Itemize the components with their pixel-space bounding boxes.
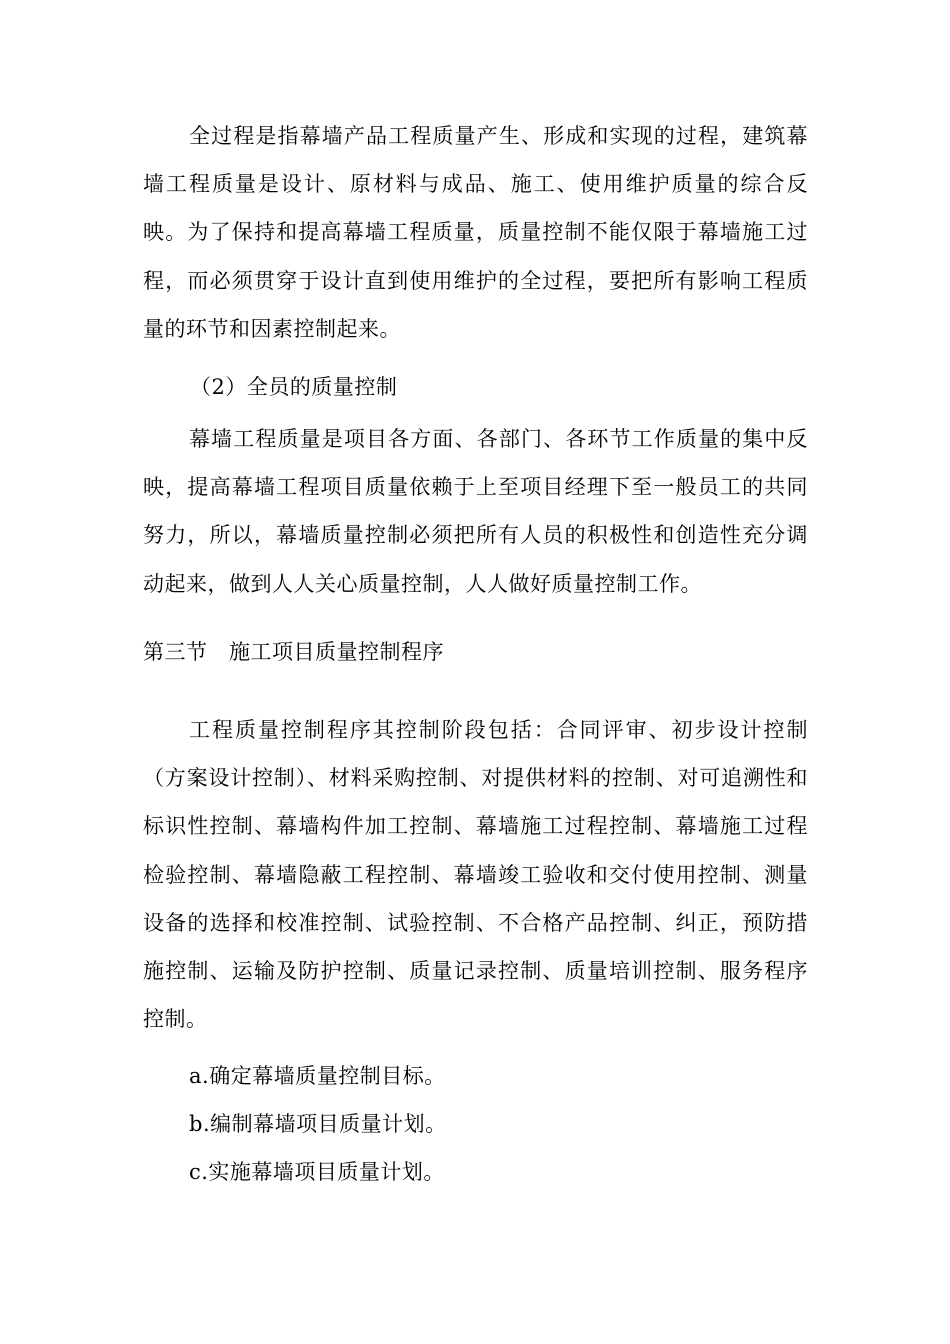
section-title: 第三节 施工项目质量控制程序 [143, 640, 444, 664]
paragraph-all-staff: 幕墙工程质量是项目各方面、各部门、各环节工作质量的集中反映，提高幕墙工程项目质量依赖于上至项目经理下至一般员工的共同努力，所以，幕墙质量控制必须把所有人员的积极性和创造性充分调动起来，做到人人关心质量控制，人人做好质量控制工作。 [143, 427, 808, 596]
list-item: c.实施幕墙项目质量计划。 [189, 1160, 445, 1184]
list-item: b.编制幕墙项目质量计划。 [189, 1112, 447, 1136]
paragraph-full-process: 全过程是指幕墙产品工程质量产生、形成和实现的过程，建筑幕墙工程质量是设计、原材料与成品、施工、使用维护质量的综合反映。为了保持和提高幕墙工程质量，质量控制不能仅限于幕墙施工过程，而必须贯穿于设计直到使用维护的全过程，要把所有影响工程质量的环节和因素控制起来。 [143, 124, 808, 341]
paragraph-control-procedure: 工程质量控制程序其控制阶段包括：合同评审、初步设计控制（方案设计控制）、材料采购控制、对提供材料的控制、对可追溯性和标识性控制、幕墙构件加工控制、幕墙施工过程控制、幕墙施工过程检验控制、幕墙隐蔽工程控制、幕墙竣工验收和交付使用控制、测量设备的选择和校准控制、试验控制、不合格产品控制、纠正，预防措施控制、运输及防护控制、质量记录控制、质量培训控制、服务程序控制。 [143, 718, 808, 1032]
list-item: a.确定幕墙质量控制目标。 [189, 1064, 446, 1088]
subheading-all-staff-quality-control: （2）全员的质量控制 [190, 375, 398, 399]
